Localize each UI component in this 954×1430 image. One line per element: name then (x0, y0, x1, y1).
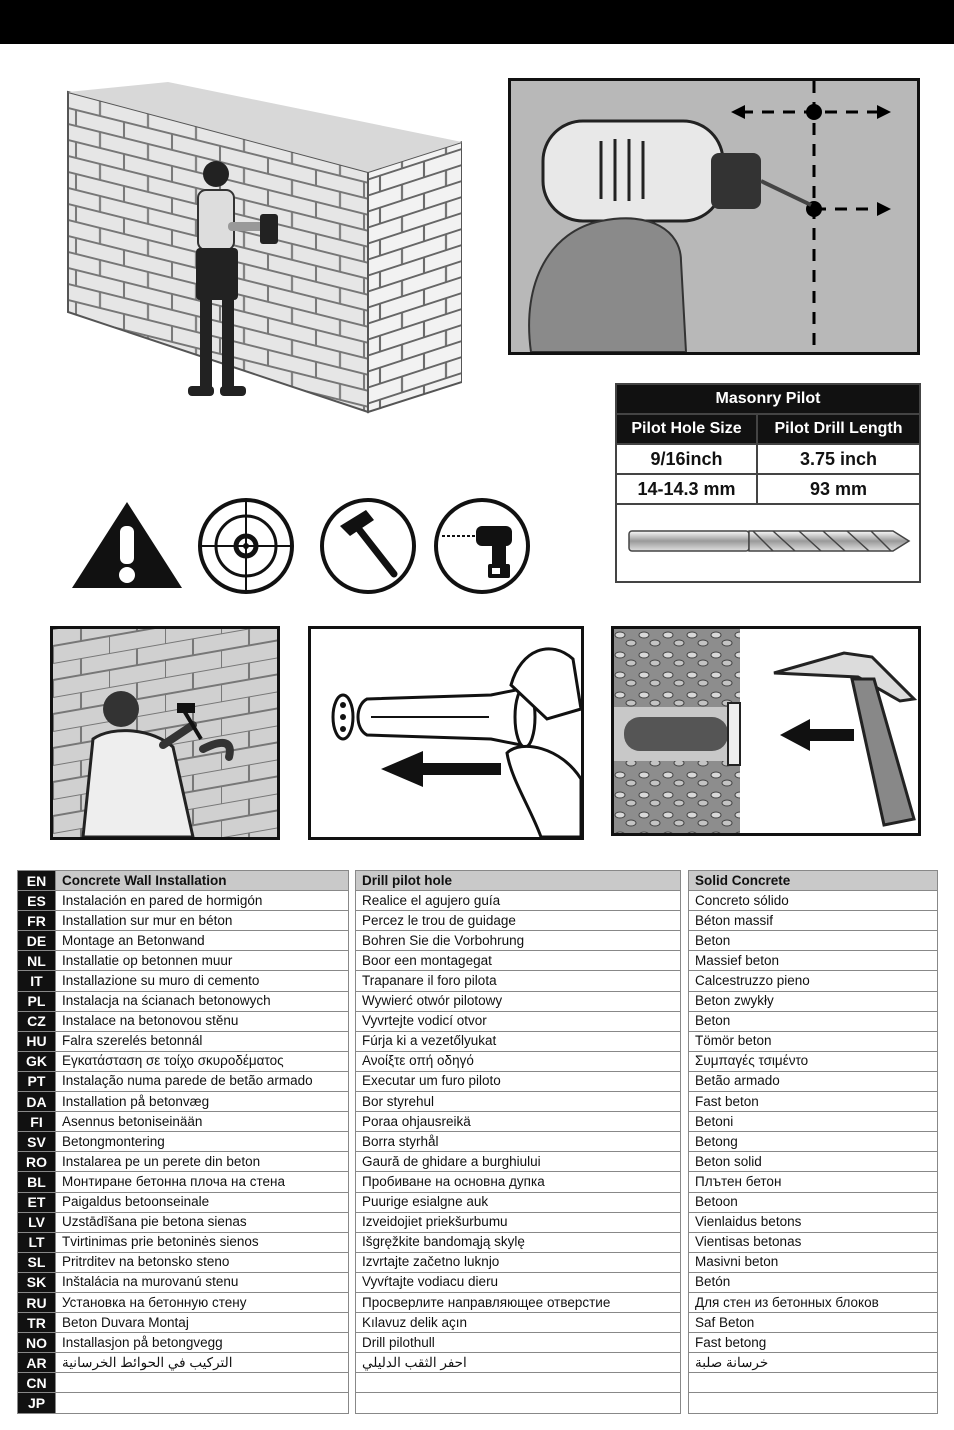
language-code: SL (18, 1252, 56, 1272)
table-row (18, 1011, 349, 1031)
table-row (356, 1393, 681, 1413)
table-row (689, 1051, 938, 1071)
translation-text: Inštalácia na murovanú stenu (56, 1272, 349, 1292)
language-table-installation (17, 870, 349, 1414)
language-code: RU (18, 1292, 56, 1312)
hammer-icon (318, 496, 418, 596)
table-row (18, 1132, 349, 1152)
table-row (18, 1292, 349, 1312)
table-row (689, 1252, 938, 1272)
table-row (356, 1232, 681, 1252)
translation-text: Εγκατάσταση σε τοίχο σκυροδέματος (56, 1051, 349, 1071)
table-row (689, 1313, 938, 1333)
table-row (356, 1313, 681, 1333)
table-row (18, 1313, 349, 1333)
translation-text: Betoon (689, 1192, 938, 1212)
language-code: AR (18, 1353, 56, 1373)
language-code: DE (18, 931, 56, 951)
translation-text: Solid Concrete (689, 871, 938, 891)
translation-text: Instalarea pe un perete din beton (56, 1152, 349, 1172)
translation-text: Монтиране бетонна плоча на стена (56, 1172, 349, 1192)
anchor-insert-illustration (308, 626, 584, 840)
translation-text: Installatie op betonnen muur (56, 951, 349, 971)
translation-text: Instalace na betonovou stěnu (56, 1011, 349, 1031)
table-row (356, 1172, 681, 1192)
translation-text: Poraa ohjausreikä (356, 1112, 681, 1132)
translation-text: Instalacja na ścianach betonowych (56, 991, 349, 1011)
language-code: FI (18, 1112, 56, 1132)
language-code: NL (18, 951, 56, 971)
table-row (689, 1373, 938, 1393)
translation-text: Betão armado (689, 1071, 938, 1091)
table-row (689, 1393, 938, 1413)
table-row (356, 1092, 681, 1112)
translation-text: Betong (689, 1132, 938, 1152)
table-row (18, 1071, 349, 1091)
table-row (356, 991, 681, 1011)
table-row (689, 1112, 938, 1132)
table-row (18, 1051, 349, 1071)
table-row (689, 911, 938, 931)
table-row (356, 1373, 681, 1393)
translation-text: Installation sur mur en béton (56, 911, 349, 931)
translation-text: Installation på betonvæg (56, 1092, 349, 1112)
language-code: BL (18, 1172, 56, 1192)
language-code: NO (18, 1333, 56, 1353)
table-row (356, 1272, 681, 1292)
table-row (356, 951, 681, 971)
language-code: GK (18, 1051, 56, 1071)
translation-text: Trapanare il foro pilota (356, 971, 681, 991)
translation-text: Falra szerelés betonnál (56, 1031, 349, 1051)
table-row (356, 871, 681, 891)
table-row (689, 1011, 938, 1031)
translation-text: Bohren Sie die Vorbohrung (356, 931, 681, 951)
language-code: EN (18, 871, 56, 891)
header-bar (0, 0, 954, 44)
table-row (689, 1353, 938, 1373)
table-row (18, 1353, 349, 1373)
table-row (689, 1272, 938, 1292)
translation-text: Realice el agujero guía (356, 891, 681, 911)
language-code: CN (18, 1373, 56, 1393)
spec-imperial-size: 9/16inch (616, 444, 757, 474)
table-row (689, 1172, 938, 1192)
translation-text: Плътен бетон (689, 1172, 938, 1192)
table-row (356, 891, 681, 911)
language-code: LV (18, 1212, 56, 1232)
table-row (18, 1272, 349, 1292)
table-row (356, 1252, 681, 1272)
translation-text: Pritrditev na betonsko steno (56, 1252, 349, 1272)
translation-text (56, 1373, 349, 1393)
table-row (18, 891, 349, 911)
table-row (356, 1031, 681, 1051)
translation-text: Fast betong (689, 1333, 938, 1353)
translation-text: Asennus betoniseinään (56, 1112, 349, 1132)
language-code: ES (18, 891, 56, 911)
table-row (356, 1011, 681, 1031)
spec-col-hole-size: Pilot Hole Size (616, 414, 757, 444)
translation-text: Instalação numa parede de betão armado (56, 1071, 349, 1091)
table-row (18, 1393, 349, 1413)
table-row (356, 1192, 681, 1212)
table-row (18, 1212, 349, 1232)
table-row (356, 911, 681, 931)
translation-text: Просверлите направляющее отверстие (356, 1292, 681, 1312)
drill-icon (432, 496, 532, 596)
spec-col-drill-length: Pilot Drill Length (757, 414, 920, 444)
language-code: SV (18, 1132, 56, 1152)
table-row (356, 1051, 681, 1071)
translation-text: Paigaldus betoonseinale (56, 1192, 349, 1212)
table-row (689, 1232, 938, 1252)
translation-text: Для стен из бетонных блоков (689, 1292, 938, 1312)
language-code: RO (18, 1152, 56, 1172)
translation-text (356, 1373, 681, 1393)
language-table-concrete (688, 870, 938, 1414)
language-code: ET (18, 1192, 56, 1212)
table-row (18, 1112, 349, 1132)
language-code: DA (18, 1092, 56, 1112)
table-row (689, 1092, 938, 1112)
table-row (689, 1292, 938, 1312)
hammering-person-illustration (50, 626, 280, 840)
hammer-anchor-into-concrete-illustration (611, 626, 921, 836)
translation-text: Izveidojiet priekšurbumu (356, 1212, 681, 1232)
translation-text: Boor een montagegat (356, 951, 681, 971)
language-code: TR (18, 1313, 56, 1333)
spec-title: Masonry Pilot (616, 384, 920, 414)
table-row (18, 1232, 349, 1252)
translation-text (356, 1393, 681, 1413)
translation-text: Wywierć otwór pilotowy (356, 991, 681, 1011)
translation-text: Puurige esialgne auk (356, 1192, 681, 1212)
translation-text: Concrete Wall Installation (56, 871, 349, 891)
translation-text: Instalación en pared de hormigón (56, 891, 349, 911)
translation-text: Vientisas betonas (689, 1232, 938, 1252)
translation-text: Išgręžkite bandomąją skylę (356, 1232, 681, 1252)
translation-text: Massief beton (689, 951, 938, 971)
translation-text: Fúrja ki a vezetőlyukat (356, 1031, 681, 1051)
translation-text: Συμπαγές τσιμέντο (689, 1051, 938, 1071)
table-row (356, 1292, 681, 1312)
table-row (689, 931, 938, 951)
language-table-drill (355, 870, 681, 1414)
translation-text: Установка на бетонную стену (56, 1292, 349, 1312)
translation-text: Beton Duvara Montaj (56, 1313, 349, 1333)
drill-bit-image (616, 504, 920, 582)
translation-text: Uzstādīšana pie betona sienas (56, 1212, 349, 1232)
translation-text: Kılavuz delik açın (356, 1313, 681, 1333)
table-row (18, 1373, 349, 1393)
translation-text: Ανοίξτε οπή οδηγό (356, 1051, 681, 1071)
table-row (18, 991, 349, 1011)
translation-text: Tvirtinimas prie betoninės sienos (56, 1232, 349, 1252)
language-code: CZ (18, 1011, 56, 1031)
table-row (689, 1132, 938, 1152)
language-code: JP (18, 1393, 56, 1413)
spec-imperial-length: 3.75 inch (757, 444, 920, 474)
translation-text: Percez le trou de guidage (356, 911, 681, 931)
wall-drilling-illustration (28, 82, 462, 454)
table-row (18, 951, 349, 971)
table-row (356, 1132, 681, 1152)
table-row (356, 1112, 681, 1132)
table-row (689, 891, 938, 911)
language-code: SK (18, 1272, 56, 1292)
table-row (689, 1031, 938, 1051)
translation-text: Masivni beton (689, 1252, 938, 1272)
table-row (689, 871, 938, 891)
table-row (356, 1353, 681, 1373)
table-row (356, 971, 681, 991)
table-row (18, 931, 349, 951)
translation-text: Drill pilothull (356, 1333, 681, 1353)
drill-bit-icon (623, 521, 913, 561)
language-code: FR (18, 911, 56, 931)
language-code: PT (18, 1071, 56, 1091)
table-row (18, 1152, 349, 1172)
translation-text: Vyvŕtajte vodiacu dieru (356, 1272, 681, 1292)
table-row (356, 1333, 681, 1353)
language-code: HU (18, 1031, 56, 1051)
table-row (689, 971, 938, 991)
translation-text: Drill pilot hole (356, 871, 681, 891)
translation-text: Concreto sólido (689, 891, 938, 911)
table-row (689, 1333, 938, 1353)
spec-metric-length: 93 mm (757, 474, 920, 504)
translation-text (56, 1393, 349, 1413)
language-code: LT (18, 1232, 56, 1252)
translation-text: Betoni (689, 1112, 938, 1132)
translation-text: Bor styrehul (356, 1092, 681, 1112)
masonry-pilot-table (615, 383, 921, 583)
translation-text: Saf Beton (689, 1313, 938, 1333)
translation-text: Beton (689, 1011, 938, 1031)
target-icon (196, 496, 296, 596)
table-row (18, 1333, 349, 1353)
translation-text: Tömör beton (689, 1031, 938, 1051)
translation-text (689, 1373, 938, 1393)
table-row (18, 1031, 349, 1051)
table-row (689, 951, 938, 971)
language-code: PL (18, 991, 56, 1011)
table-row (356, 1152, 681, 1172)
table-row (689, 1071, 938, 1091)
table-row (18, 1192, 349, 1212)
table-row (356, 1212, 681, 1232)
table-row (356, 931, 681, 951)
spec-metric-size: 14-14.3 mm (616, 474, 757, 504)
translation-text: Montage an Betonwand (56, 931, 349, 951)
drill-closeup-illustration (508, 78, 920, 355)
table-row (18, 1172, 349, 1192)
translation-text: Beton zwykły (689, 991, 938, 1011)
translation-text: احفر الثقب الدليلي (356, 1353, 681, 1373)
translation-text: Beton solid (689, 1152, 938, 1172)
translation-text: Executar um furo piloto (356, 1071, 681, 1091)
language-code: IT (18, 971, 56, 991)
translation-text (689, 1393, 938, 1413)
translation-text: Betongmontering (56, 1132, 349, 1152)
translation-text: Gaură de ghidare a burghiului (356, 1152, 681, 1172)
table-row (689, 991, 938, 1011)
translation-text: Installazione su muro di cemento (56, 971, 349, 991)
translation-text: Calcestruzzo pieno (689, 971, 938, 991)
table-row (18, 1252, 349, 1272)
table-row (18, 971, 349, 991)
translation-text: Béton massif (689, 911, 938, 931)
translation-text: Пробиване на основна дупка (356, 1172, 681, 1192)
table-row (18, 1092, 349, 1112)
warning-icon (68, 498, 186, 590)
table-row (689, 1152, 938, 1172)
translation-text: التركيب في الحوائط الخرسانية (56, 1353, 349, 1373)
table-row (356, 1071, 681, 1091)
table-row (689, 1192, 938, 1212)
translation-text: Vyvrtejte vodicí otvor (356, 1011, 681, 1031)
translation-text: خرسانة صلبة (689, 1353, 938, 1373)
translation-text: Beton (689, 931, 938, 951)
translation-text: Borra styrhål (356, 1132, 681, 1152)
table-row (18, 871, 349, 891)
translation-text: Fast beton (689, 1092, 938, 1112)
translation-text: Betón (689, 1272, 938, 1292)
translation-text: Vienlaidus betons (689, 1212, 938, 1232)
table-row (18, 911, 349, 931)
table-row (689, 1212, 938, 1232)
translation-text: Installasjon på betongvegg (56, 1333, 349, 1353)
translation-text: Izvrtajte začetno luknjo (356, 1252, 681, 1272)
